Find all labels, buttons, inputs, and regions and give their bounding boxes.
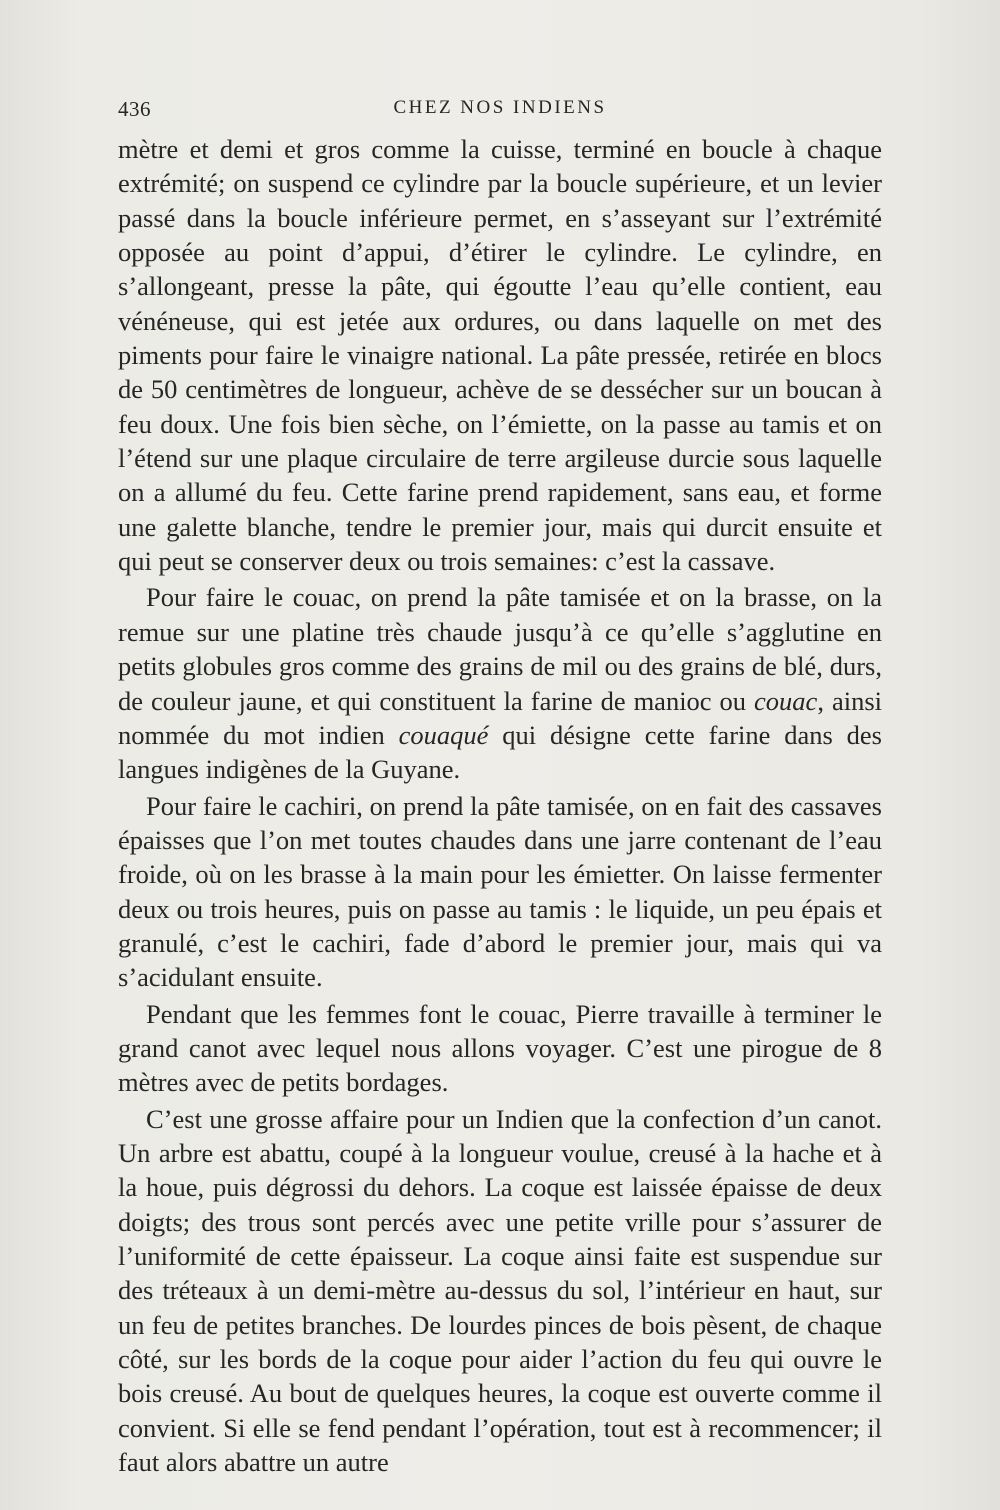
paragraph-1: [118, 132, 882, 578]
page-number: 436: [118, 97, 151, 121]
paragraph-5: [118, 1102, 882, 1480]
italic-term-couaque: couaqué: [398, 719, 489, 750]
paragraph-text: Pour faire le couac, on prend la pâte tamisée et on la brasse, on la remue sur une platine très chaude jusqu’à ce qu’elle s’agglutine en petits globules gros comme des grains de mil ou des grains de blé, durs, de couleur jaune, et qui constituent la farine de manioc ou: [118, 582, 882, 716]
running-title: CHEZ NOS INDIENS: [393, 97, 607, 118]
paragraph-text: mètre et demi et gros comme la cuisse, terminé en boucle à chaque extrémité; on suspend ce cylindre par la boucle supérieure, et un levier passé dans la boucle inférieure permet, en s’asseyant sur l’extrémité opposée au point d’appui, d’étirer le cylindre. Le cylindre, en s’allongeant, presse la pâte, qui égoutte l’eau qu’elle contient, eau vénéneuse, qui est jetée aux ordures, ou dans laquelle on met des piments pour faire le vinaigre national. La pâte pressée, retirée en blocs de 50 centimètres de longueur, achève de se dessécher sur un boucan à feu doux. Une fois bien sèche, on l’émiette, on la passe au tamis et on l’étend sur une plaque circulaire de terre argileuse durcie sous laquelle on a allumé du feu. Cette farine prend rapidement, sans eau, et forme une galette blanche, tendre le premier jour, mais qui durcit ensuite et qui peut se conserver deux ou trois semaines: c’est la cassave.: [118, 134, 882, 577]
page-header: [118, 97, 882, 127]
paragraph-text: C’est une grosse affaire pour un Indien que la confection d’un canot. Un arbre est abattu, coupé à la longueur voulue, creusé à la hache et à la houe, puis dégrossi du dehors. La coque est laissée épaisse de deux doigts; des trous sont percés avec une petite vrille pour s’assurer de l’uniformité de cette épaisseur. La coque ainsi faite est suspendue sur des tréteaux à un demi-mètre au-dessus du sol, l’intérieur en haut, sur un feu de petites branches. De lourdes pinces de bois pèsent, de chaque côté, sur les bords de la coque pour aider l’action du feu qui ouvre le bois creusé. Au bout de quelques heures, la coque est ouverte comme il convient. Si elle se fend pendant l’opération, tout est à recommencer; il faut alors abattre un autre: [118, 1103, 882, 1478]
paragraph-3: [118, 789, 882, 995]
body-text: [118, 132, 882, 1479]
paragraph-2: [118, 580, 882, 786]
paragraph-text: Pendant que les femmes font le couac, Pierre travaille à terminer le grand canot avec lequel nous allons voyager. C’est une pirogue de 8 mètres avec de petits bordages.: [118, 998, 882, 1098]
paragraph-text: Pour faire le cachiri, on prend la pâte tamisée, on en fait des cassaves épaisses que l’on met toutes chaudes dans une jarre contenant de l’eau froide, où on les brasse à la main pour les émietter. On laisse fermenter deux ou trois heures, puis on passe au tamis : le liquide, un peu épais et granulé, c’est le cachiri, fade d’abord le premier jour, mais qui va s’acidulant ensuite.: [118, 790, 882, 993]
italic-term-couac: couac: [754, 685, 818, 716]
paragraph-4: [118, 997, 882, 1100]
paragraph-text: qui désigne cette farine dans des langues indigènes de la Guyane.: [118, 719, 882, 785]
paragraph-text: , ainsi nommée du mot indien: [118, 685, 882, 750]
